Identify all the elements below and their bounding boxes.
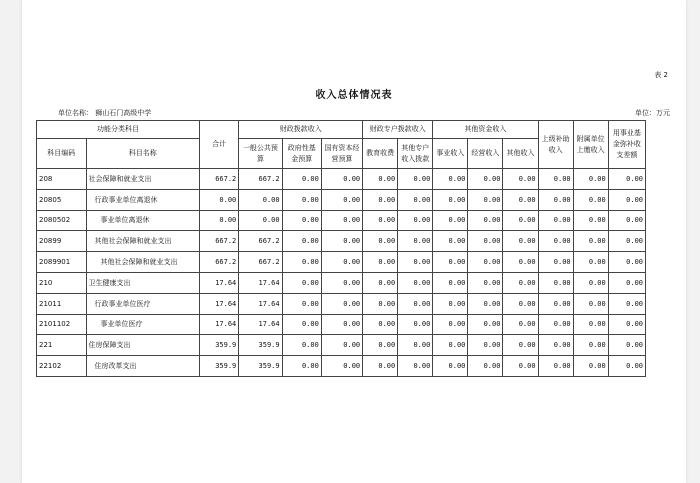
- cell-carryover: 0.00: [608, 231, 645, 252]
- unit-name: 单位名称： 狮山石门高级中学: [58, 109, 152, 117]
- cell-other-special: 0.00: [398, 231, 433, 252]
- cell-carryover: 0.00: [608, 210, 645, 231]
- cell-gov-fund: 0.00: [282, 252, 321, 273]
- header-fiscal-special: 财政专户拨款收入: [363, 121, 433, 139]
- cell-gov-fund: 0.00: [282, 293, 321, 314]
- cell-other-special: 0.00: [398, 210, 433, 231]
- cell-general-budget: 17.64: [239, 272, 282, 293]
- currency-unit: 单位：万元: [635, 109, 670, 117]
- cell-state-capital: 0.00: [321, 231, 362, 252]
- cell-edu-fee: 0.00: [363, 189, 398, 210]
- cell-edu-fee: 0.00: [363, 169, 398, 190]
- cell-total: 667.2: [200, 252, 239, 273]
- cell-affiliated-turnover: 0.00: [573, 252, 608, 273]
- header-other-funds: 其他资金收入: [433, 121, 538, 139]
- cell-other-special: 0.00: [398, 189, 433, 210]
- table-row: [37, 314, 646, 335]
- cell-gov-fund: 0.00: [282, 231, 321, 252]
- header-other-special: 其他专户收入拨款: [398, 139, 433, 169]
- cell-business: 0.00: [433, 169, 468, 190]
- cell-edu-fee: 0.00: [363, 335, 398, 356]
- cell-other-special: 0.00: [398, 335, 433, 356]
- cell-other-income: 0.00: [503, 272, 538, 293]
- cell-general-budget: 359.9: [239, 335, 282, 356]
- cell-other-income: 0.00: [503, 335, 538, 356]
- cell-affiliated-turnover: 0.00: [573, 169, 608, 190]
- cell-operating: 0.00: [468, 314, 503, 335]
- cell-other-income: 0.00: [503, 169, 538, 190]
- cell-state-capital: 0.00: [321, 272, 362, 293]
- cell-business: 0.00: [433, 272, 468, 293]
- cell-operating: 0.00: [468, 169, 503, 190]
- header-carryover: 用事业基金弥补收支差额: [608, 121, 645, 169]
- cell-gov-fund: 0.00: [282, 210, 321, 231]
- cell-code: 20899: [37, 231, 87, 252]
- header-name: 科目名称: [86, 139, 200, 169]
- cell-gov-fund: 0.00: [282, 272, 321, 293]
- cell-total: 667.2: [200, 231, 239, 252]
- cell-state-capital: 0.00: [321, 293, 362, 314]
- cell-code: 21011: [37, 293, 87, 314]
- cell-gov-fund: 0.00: [282, 335, 321, 356]
- cell-other-income: 0.00: [503, 252, 538, 273]
- cell-general-budget: 0.00: [239, 189, 282, 210]
- cell-affiliated-turnover: 0.00: [573, 356, 608, 377]
- cell-edu-fee: 0.00: [363, 272, 398, 293]
- table-row: [37, 169, 646, 190]
- cell-gov-fund: 0.00: [282, 314, 321, 335]
- table-row: [37, 293, 646, 314]
- cell-total: 667.2: [200, 169, 239, 190]
- cell-business: 0.00: [433, 314, 468, 335]
- cell-name: 事业单位离退休: [86, 210, 200, 231]
- header-fiscal: 财政拨款收入: [239, 121, 363, 139]
- cell-other-income: 0.00: [503, 314, 538, 335]
- cell-upper-subsidy: 0.00: [538, 335, 573, 356]
- cell-state-capital: 0.00: [321, 252, 362, 273]
- cell-state-capital: 0.00: [321, 210, 362, 231]
- cell-carryover: 0.00: [608, 169, 645, 190]
- header-general-budget: 一般公共预算: [239, 139, 282, 169]
- header-upper-subsidy: 上级补助收入: [538, 121, 573, 169]
- cell-operating: 0.00: [468, 231, 503, 252]
- cell-total: 359.9: [200, 356, 239, 377]
- table-row: [37, 252, 646, 273]
- cell-edu-fee: 0.00: [363, 356, 398, 377]
- cell-other-income: 0.00: [503, 210, 538, 231]
- cell-general-budget: 0.00: [239, 210, 282, 231]
- cell-business: 0.00: [433, 293, 468, 314]
- header-operating: 经营收入: [468, 139, 503, 169]
- header-affiliated-turnover: 附属单位上缴收入: [573, 121, 608, 169]
- cell-operating: 0.00: [468, 189, 503, 210]
- cell-code: 221: [37, 335, 87, 356]
- cell-other-special: 0.00: [398, 252, 433, 273]
- cell-gov-fund: 0.00: [282, 356, 321, 377]
- cell-operating: 0.00: [468, 210, 503, 231]
- cell-state-capital: 0.00: [321, 169, 362, 190]
- cell-other-special: 0.00: [398, 293, 433, 314]
- cell-business: 0.00: [433, 335, 468, 356]
- cell-name: 住房改革支出: [86, 356, 200, 377]
- cell-state-capital: 0.00: [321, 335, 362, 356]
- cell-edu-fee: 0.00: [363, 293, 398, 314]
- cell-general-budget: 667.2: [239, 252, 282, 273]
- table-row: [37, 210, 646, 231]
- cell-general-budget: 359.9: [239, 356, 282, 377]
- cell-affiliated-turnover: 0.00: [573, 272, 608, 293]
- cell-carryover: 0.00: [608, 252, 645, 273]
- income-summary-table: [36, 120, 646, 377]
- cell-code: 208: [37, 169, 87, 190]
- table-row: [37, 272, 646, 293]
- cell-affiliated-turnover: 0.00: [573, 189, 608, 210]
- cell-name: 事业单位医疗: [86, 314, 200, 335]
- cell-total: 0.00: [200, 210, 239, 231]
- cell-total: 17.64: [200, 314, 239, 335]
- cell-carryover: 0.00: [608, 314, 645, 335]
- cell-name: 其他社会保障和就业支出: [86, 231, 200, 252]
- header-gov-fund: 政府性基金预算: [282, 139, 321, 169]
- header-code: 科目编码: [37, 139, 87, 169]
- cell-name: 其他社会保障和就业支出: [86, 252, 200, 273]
- cell-carryover: 0.00: [608, 293, 645, 314]
- cell-upper-subsidy: 0.00: [538, 272, 573, 293]
- cell-state-capital: 0.00: [321, 356, 362, 377]
- cell-carryover: 0.00: [608, 335, 645, 356]
- table-row: [37, 356, 646, 377]
- cell-upper-subsidy: 0.00: [538, 210, 573, 231]
- cell-total: 17.64: [200, 272, 239, 293]
- header-business: 事业收入: [433, 139, 468, 169]
- cell-code: 2101102: [37, 314, 87, 335]
- page-title: 收入总体情况表: [315, 90, 393, 101]
- cell-affiliated-turnover: 0.00: [573, 335, 608, 356]
- cell-total: 359.9: [200, 335, 239, 356]
- cell-state-capital: 0.00: [321, 189, 362, 210]
- cell-total: 0.00: [200, 189, 239, 210]
- cell-edu-fee: 0.00: [363, 210, 398, 231]
- cell-code: 2080502: [37, 210, 87, 231]
- cell-business: 0.00: [433, 252, 468, 273]
- header-other-income: 其他收入: [503, 139, 538, 169]
- cell-operating: 0.00: [468, 356, 503, 377]
- cell-upper-subsidy: 0.00: [538, 293, 573, 314]
- table-row: [37, 335, 646, 356]
- cell-edu-fee: 0.00: [363, 314, 398, 335]
- cell-operating: 0.00: [468, 293, 503, 314]
- cell-other-income: 0.00: [503, 293, 538, 314]
- cell-business: 0.00: [433, 356, 468, 377]
- cell-upper-subsidy: 0.00: [538, 231, 573, 252]
- cell-general-budget: 667.2: [239, 231, 282, 252]
- cell-business: 0.00: [433, 210, 468, 231]
- header-func-class: 功能分类科目: [37, 121, 200, 139]
- cell-upper-subsidy: 0.00: [538, 314, 573, 335]
- cell-affiliated-turnover: 0.00: [573, 293, 608, 314]
- cell-other-income: 0.00: [503, 189, 538, 210]
- cell-upper-subsidy: 0.00: [538, 252, 573, 273]
- cell-name: 行政事业单位医疗: [86, 293, 200, 314]
- cell-upper-subsidy: 0.00: [538, 189, 573, 210]
- cell-code: 2089901: [37, 252, 87, 273]
- cell-state-capital: 0.00: [321, 314, 362, 335]
- table-row: [37, 231, 646, 252]
- cell-other-special: 0.00: [398, 314, 433, 335]
- cell-code: 22102: [37, 356, 87, 377]
- cell-carryover: 0.00: [608, 189, 645, 210]
- table-number: 表 2: [654, 71, 668, 79]
- header-total: 合计: [200, 121, 239, 169]
- cell-gov-fund: 0.00: [282, 189, 321, 210]
- cell-name: 卫生健康支出: [86, 272, 200, 293]
- cell-other-special: 0.00: [398, 169, 433, 190]
- cell-affiliated-turnover: 0.00: [573, 210, 608, 231]
- cell-affiliated-turnover: 0.00: [573, 314, 608, 335]
- cell-carryover: 0.00: [608, 356, 645, 377]
- cell-upper-subsidy: 0.00: [538, 356, 573, 377]
- cell-name: 社会保障和就业支出: [86, 169, 200, 190]
- header-edu-fee: 教育收费: [363, 139, 398, 169]
- cell-business: 0.00: [433, 231, 468, 252]
- cell-general-budget: 667.2: [239, 169, 282, 190]
- cell-name: 住房保障支出: [86, 335, 200, 356]
- cell-upper-subsidy: 0.00: [538, 169, 573, 190]
- cell-other-special: 0.00: [398, 272, 433, 293]
- cell-other-income: 0.00: [503, 231, 538, 252]
- cell-code: 20805: [37, 189, 87, 210]
- cell-edu-fee: 0.00: [363, 231, 398, 252]
- cell-business: 0.00: [433, 189, 468, 210]
- cell-carryover: 0.00: [608, 272, 645, 293]
- cell-gov-fund: 0.00: [282, 169, 321, 190]
- cell-other-special: 0.00: [398, 356, 433, 377]
- cell-other-income: 0.00: [503, 356, 538, 377]
- header-state-capital: 国有资本经营预算: [321, 139, 362, 169]
- cell-operating: 0.00: [468, 272, 503, 293]
- cell-name: 行政事业单位离退休: [86, 189, 200, 210]
- cell-code: 210: [37, 272, 87, 293]
- cell-operating: 0.00: [468, 335, 503, 356]
- cell-general-budget: 17.64: [239, 293, 282, 314]
- table-row: [37, 189, 646, 210]
- cell-edu-fee: 0.00: [363, 252, 398, 273]
- cell-operating: 0.00: [468, 252, 503, 273]
- cell-general-budget: 17.64: [239, 314, 282, 335]
- cell-affiliated-turnover: 0.00: [573, 231, 608, 252]
- cell-total: 17.64: [200, 293, 239, 314]
